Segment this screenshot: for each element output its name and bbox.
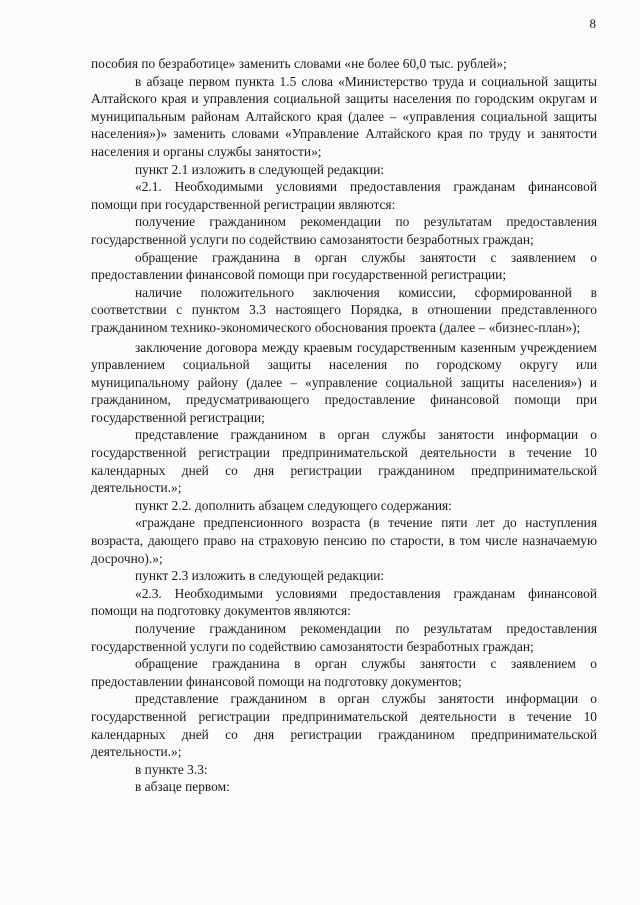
paragraph: «граждане предпенсионного возраста (в течение пяти лет до наступления возраста, дающего право на страховую пенсию по старости, в том числе назначаемую досрочно).»;: [91, 515, 597, 566]
paragraph: пункт 2.3 изложить в следующей редакции:: [135, 568, 385, 584]
paragraph: получение гражданином рекомендации по результатам предоставления государственной услуги по содействию самозанятости безработных граждан;: [91, 214, 597, 247]
paragraph: в абзаце первом пункта 1.5 слова «Министерство труда и социальной защиты Алтайского края и управления социальной защиты населения по городским округам и муниципальным районам Алтайского края (далее – «управления социальной защиты населения»)» заменить словами «Управление Алтайского края по труду и занятости населения и органы службы занятости»;: [91, 73, 597, 159]
paragraph: пункт 2.1 изложить в следующей редакции:: [135, 161, 385, 177]
paragraph: заключение договора между краевым государственным казенным учреждением управлением социальной защиты населения по городскому округу или муниципальному району (далее – «управление социальной защиты населения») и гражданином, предусматривающего предоставление финансовой помощи при государственной регистрации;: [91, 339, 597, 425]
paragraph: наличие положительного заключения комиссии, сформированной в соответствии с пунктом 3.3 настоящего Порядка, в отношении представленного гражданином технико-экономического обоснования проекта (далее – «бизнес-план»);: [91, 284, 597, 335]
paragraph: представление гражданином в орган службы занятости информации о государственной регистрации предпринимательской деятельности в течение 10 календарных дней со дня регистрации гражданином предпринимательской деятельности.»;: [91, 691, 597, 760]
paragraph: в пункте 3.3:: [135, 761, 208, 777]
paragraph: в абзаце первом:: [135, 779, 230, 795]
document-body: [91, 55, 597, 796]
paragraph: «2.3. Необходимыми условиями предоставления гражданам финансовой помощи на подготовку документов являются:: [91, 585, 597, 619]
paragraph: «2.1. Необходимыми условиями предоставления гражданам финансовой помощи при государственной регистрации являются:: [91, 179, 597, 212]
paragraph: обращение гражданина в орган службы занятости с заявлением о предоставлении финансовой помощи при государственной регистрации;: [91, 249, 597, 283]
page-number: 8: [589, 16, 596, 31]
paragraph: получение гражданином рекомендации по результатам предоставления государственной услуги по содействию самозанятости безработных граждан;: [91, 621, 597, 654]
paragraph: пункт 2.2. дополнить абзацем следующего содержания:: [135, 497, 452, 513]
paragraph: пособия по безработице» заменить словами «не более 60,0 тыс. рублей»;: [91, 56, 507, 71]
paragraph: представление гражданином в орган службы занятости информации о государственной регистрации предпринимательской деятельности в течение 10 календарных дней со дня регистрации гражданином предпринимательской деятельности.»;: [91, 427, 597, 496]
paragraph: обращение гражданина в орган службы занятости с заявлением о предоставлении финансовой помощи на подготовку документов;: [91, 656, 597, 689]
